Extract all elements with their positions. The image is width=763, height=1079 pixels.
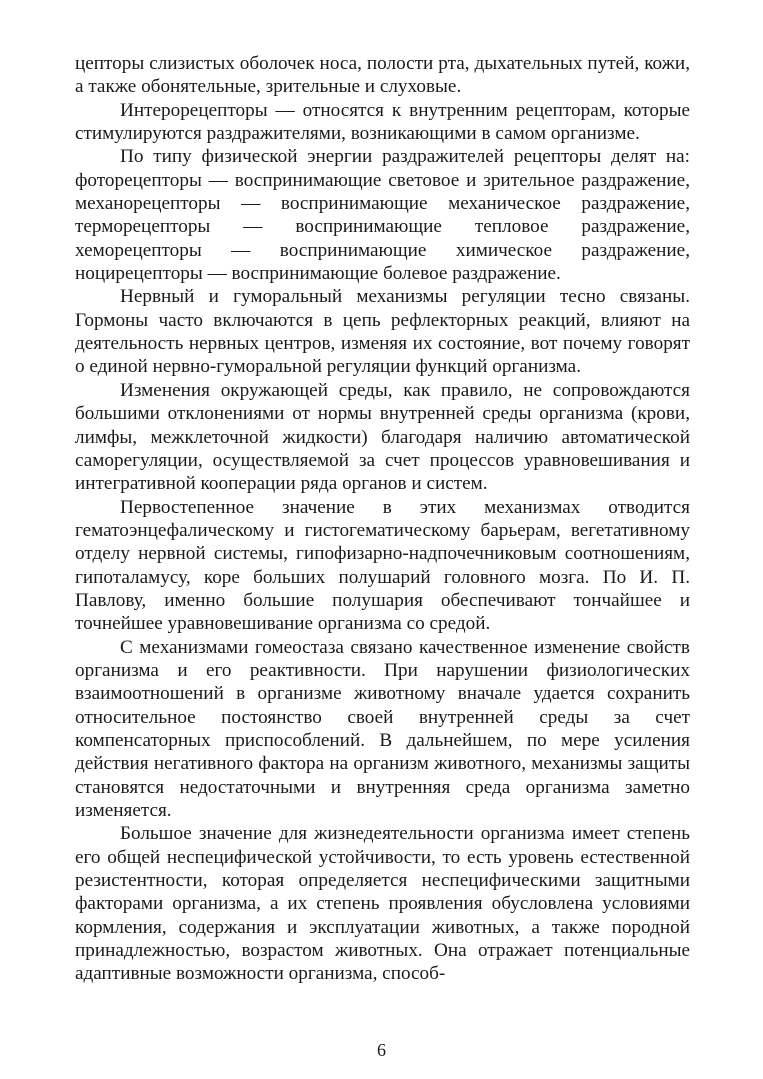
paragraph: Первостепенное значение в этих механизмах отводится гематоэнцефалическому и гистогематическому барьерам, вегетативному отделу нервной системы, гипофизарно-надпочечниковым соотношениям, гипоталамусу, коре больших полушарий головного мозга. По И. П. Павлову, именно большие полушария обеспечивают тончайшее и точнейшее уравновешивание организма со средой.	[75, 496, 690, 635]
paragraph: Изменения окружающей среды, как правило, не сопровождаются большими отклонениями от нормы внутренней среды организма (крови, лимфы, межклеточной жидкости) благодаря наличию автоматической саморегуляции, осуществляемой за счет процессов уравновешивания и интегративной кооперации ряда органов и систем.	[75, 379, 690, 495]
paragraph: цепторы слизистых оболочек носа, полости рта, дыхательных путей, кожи, а также обонятельные, зрительные и слуховые.	[75, 53, 690, 98]
body-text	[75, 52, 690, 986]
page-number: 6	[377, 1040, 386, 1060]
paragraph: По типу физической энергии раздражителей рецепторы делят на: фоторецепторы — воспринимающие световое и зрительное раздражение, механорецепторы — воспринимающие механическое раздражение, терморецепторы — воспринимающие тепловое раздражение, хеморецепторы — воспринимающие химическое раздражение, ноцирецепторы — воспринимающие болевое раздражение.	[75, 146, 690, 285]
paragraph: Большое значение для жизнедеятельности организма имеет степень его общей неспецифической устойчивости, то есть уровень естественной резистентности, которая определяется неспецифическими защитными факторами организма, а их степень проявления обусловлена условиями кормления, содержания и эксплуатации животных, а также породной принадлежностью, возрастом животных. Она отражает потенциальные адаптивные возможности организма, способ-	[75, 823, 690, 985]
paragraph: С механизмами гомеостаза связано качественное изменение свойств организма и его реактивности. При нарушении физиологических взаимоотношений в организме животному вначале удается сохранить относительное постоянство своей внутренней среды за счет компенсаторных приспособлений. В дальнейшем, по мере усиления действия негативного фактора на организм животного, механизмы защиты становятся недостаточными и внутренняя среда организма заметно изменяется.	[75, 636, 690, 821]
paragraph: Нервный и гуморальный механизмы регуляции тесно связаны. Гормоны часто включаются в цепь рефлекторных реакций, влияют на деятельность нервных центров, изменяя их состояние, вот почему говорят о единой нервно-гуморальной регуляции функций организма.	[75, 286, 690, 378]
paragraph: Интерорецепторы — относятся к внутренним рецепторам, которые стимулируются раздражителями, возникающими в самом организме.	[75, 99, 690, 145]
